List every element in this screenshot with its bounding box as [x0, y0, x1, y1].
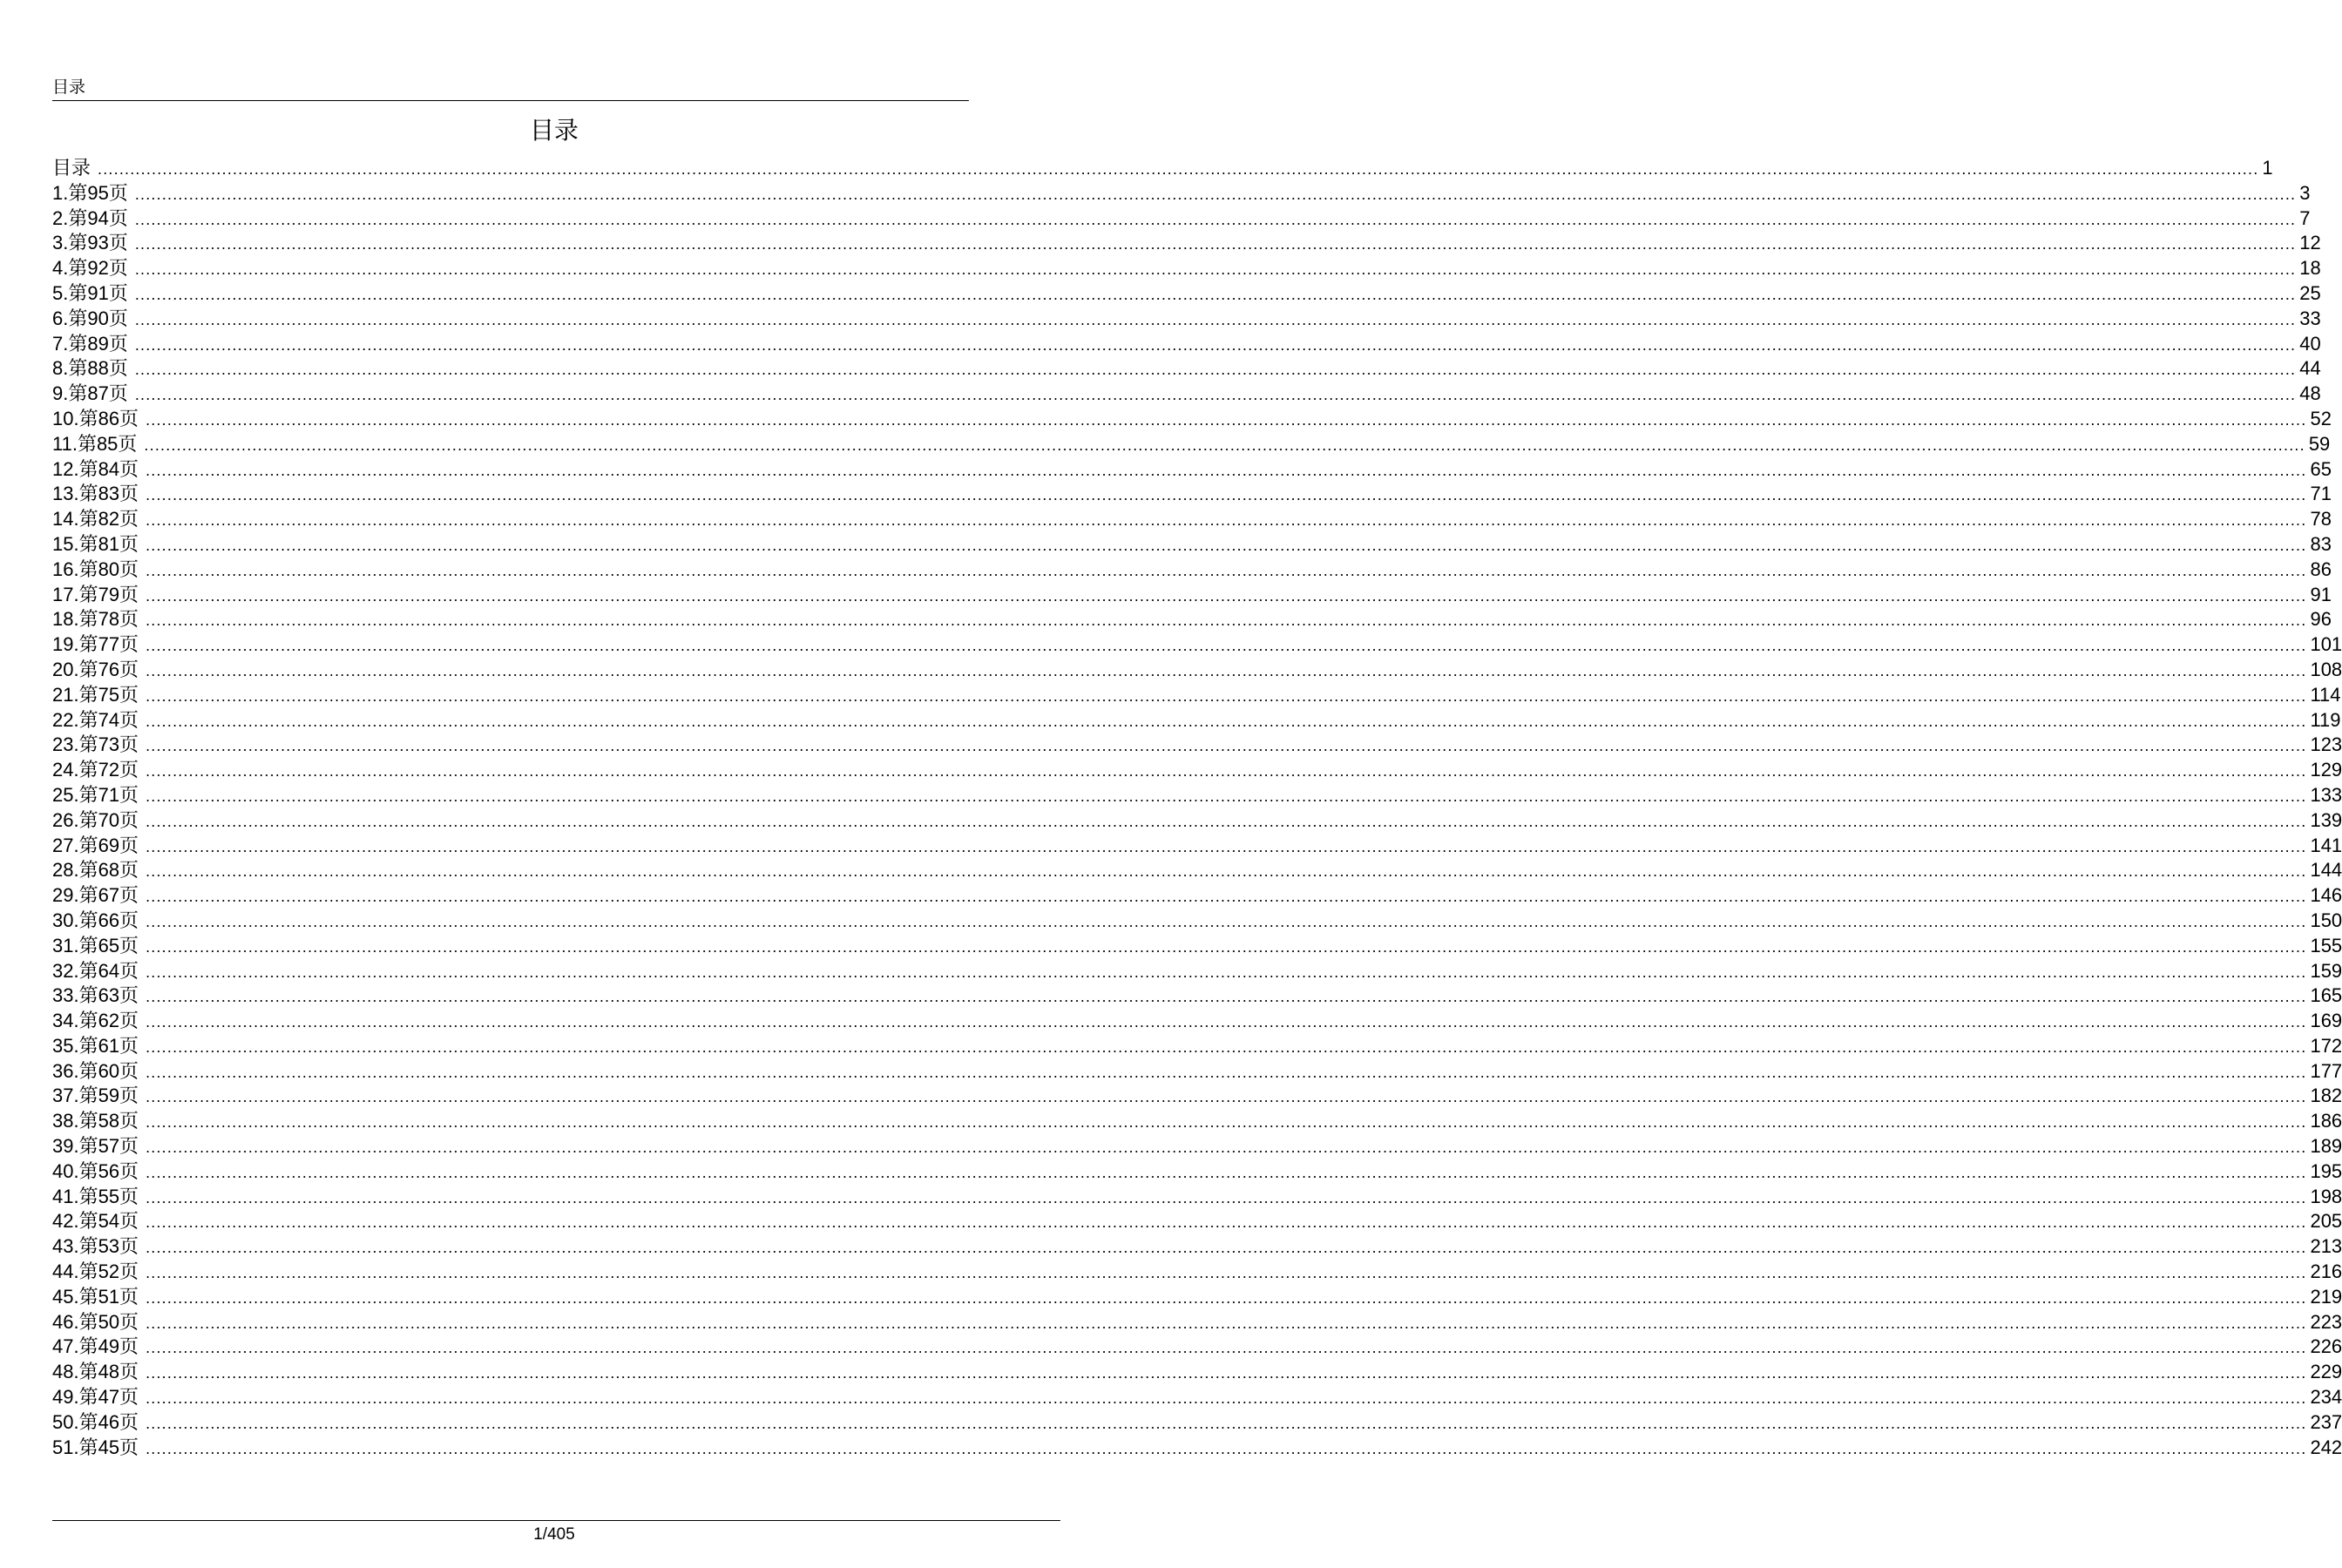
- toc-entry-label[interactable]: 26.第70页: [52, 808, 139, 831]
- toc-entry-page-number: 52: [2310, 407, 2332, 429]
- toc-dot-leader: ................................................................................................................................................................................................................................................................................................................................................................................................................: [146, 561, 2307, 579]
- toc-entry-label[interactable]: 31.第65页: [52, 934, 139, 956]
- toc-entry-page-number: 226: [2310, 1335, 2342, 1358]
- toc-entry[interactable]: [52, 883, 2342, 909]
- toc-entry-page-number: 108: [2310, 658, 2342, 680]
- toc-entry-page-number: 18: [2299, 257, 2321, 280]
- toc-entry-page-number: 33: [2299, 307, 2321, 329]
- toc-entry-page-number: 237: [2310, 1410, 2342, 1433]
- toc-entry[interactable]: [52, 507, 2332, 532]
- toc-dot-leader: ................................................................................................................................................................................................................................................................................................................................................................................................................: [134, 235, 2297, 253]
- toc-entry-label[interactable]: 17.第79页: [52, 583, 139, 605]
- toc-entry-label[interactable]: 41.第55页: [52, 1185, 139, 1207]
- toc-entry[interactable]: [52, 532, 2332, 558]
- toc-entry[interactable]: [52, 1209, 2342, 1234]
- toc-dot-leader: ................................................................................................................................................................................................................................................................................................................................................................................................................: [146, 1288, 2307, 1307]
- toc-entry[interactable]: [52, 708, 2341, 733]
- toc-dot-leader: ................................................................................................................................................................................................................................................................................................................................................................................................................: [146, 737, 2307, 755]
- toc-entry-page-number: 133: [2310, 783, 2342, 806]
- toc-entry-page-number: 141: [2310, 834, 2342, 856]
- toc-entry-page-number: 1: [2262, 157, 2273, 179]
- toc-entry[interactable]: [52, 1285, 2342, 1310]
- toc-entry-page-number: 139: [2310, 808, 2342, 831]
- toc-entry-label[interactable]: 28.第68页: [52, 859, 139, 882]
- toc-dot-leader: ................................................................................................................................................................................................................................................................................................................................................................................................................: [146, 812, 2307, 830]
- toc-entry-page-number: 101: [2310, 633, 2342, 656]
- toc-entry-label[interactable]: 32.第64页: [52, 959, 139, 982]
- toc-entry-label[interactable]: 5.第91页: [52, 281, 128, 304]
- toc-entry-page-number: 71: [2310, 483, 2332, 505]
- toc-dot-leader: ................................................................................................................................................................................................................................................................................................................................................................................................................: [146, 1013, 2307, 1031]
- toc-entry-page-number: 78: [2310, 508, 2332, 531]
- toc-dot-leader: ................................................................................................................................................................................................................................................................................................................................................................................................................: [146, 1088, 2307, 1106]
- toc-entry[interactable]: [52, 783, 2342, 808]
- toc-dot-leader: ................................................................................................................................................................................................................................................................................................................................................................................................................: [146, 787, 2307, 805]
- toc-entry-label[interactable]: 15.第81页: [52, 532, 139, 555]
- toc-entry-page-number: 40: [2299, 332, 2321, 355]
- toc-entry[interactable]: [52, 1234, 2342, 1260]
- toc-entry[interactable]: [52, 206, 2311, 232]
- toc-entry-page-number: 229: [2310, 1361, 2342, 1383]
- toc-entry[interactable]: [52, 281, 2321, 307]
- toc-entry[interactable]: [52, 1410, 2342, 1436]
- toc-entry-label[interactable]: 1.第95页: [52, 181, 128, 204]
- toc-dot-leader: ................................................................................................................................................................................................................................................................................................................................................................................................................: [146, 1339, 2307, 1357]
- toc-dot-leader: ................................................................................................................................................................................................................................................................................................................................................................................................................: [146, 1213, 2307, 1232]
- toc-entry-label[interactable]: 19.第77页: [52, 633, 139, 656]
- toc-entry[interactable]: [52, 808, 2342, 834]
- toc-entry-label[interactable]: 24.第72页: [52, 759, 139, 781]
- toc-entry-page-number: 216: [2310, 1260, 2342, 1283]
- toc-entry-label[interactable]: 42.第54页: [52, 1210, 139, 1233]
- toc-dot-leader: ................................................................................................................................................................................................................................................................................................................................................................................................................: [134, 260, 2297, 279]
- toc-dot-leader: ................................................................................................................................................................................................................................................................................................................................................................................................................: [146, 1439, 2307, 1457]
- toc-entry[interactable]: [52, 959, 2342, 984]
- toc-dot-leader: ................................................................................................................................................................................................................................................................................................................................................................................................................: [146, 661, 2307, 679]
- toc-entry-label[interactable]: 44.第52页: [52, 1260, 139, 1283]
- toc-dot-leader: ................................................................................................................................................................................................................................................................................................................................................................................................................: [146, 1239, 2307, 1257]
- toc-entry-label[interactable]: 23.第73页: [52, 733, 139, 756]
- toc-entry[interactable]: [52, 1009, 2342, 1034]
- toc-dot-leader: ................................................................................................................................................................................................................................................................................................................................................................................................................: [146, 686, 2307, 705]
- toc-dot-leader: ................................................................................................................................................................................................................................................................................................................................................................................................................: [146, 963, 2307, 981]
- toc-entry-page-number: 65: [2310, 457, 2332, 480]
- toc-entry-page-number: 219: [2310, 1285, 2342, 1308]
- page-title: 目录: [529, 116, 579, 145]
- toc-entry[interactable]: [52, 733, 2342, 758]
- toc-entry-page-number: 150: [2310, 909, 2342, 931]
- toc-dot-leader: ................................................................................................................................................................................................................................................................................................................................................................................................................: [146, 1188, 2307, 1206]
- toc-entry-label[interactable]: 51.第45页: [52, 1436, 139, 1458]
- toc-entry-label[interactable]: 34.第62页: [52, 1010, 139, 1032]
- toc-entry[interactable]: [52, 482, 2332, 507]
- toc-entry[interactable]: [52, 1260, 2342, 1285]
- toc-dot-leader: ................................................................................................................................................................................................................................................................................................................................................................................................................: [146, 1139, 2307, 1157]
- toc-dot-leader: ................................................................................................................................................................................................................................................................................................................................................................................................................: [146, 1113, 2307, 1132]
- toc-entry[interactable]: [52, 658, 2342, 683]
- toc-entry-label[interactable]: 16.第80页: [52, 558, 139, 580]
- toc-entry[interactable]: [52, 1360, 2342, 1385]
- toc-entry-page-number: 165: [2310, 984, 2342, 1007]
- toc-entry[interactable]: [52, 1335, 2342, 1360]
- table-of-contents: [52, 156, 2342, 1460]
- toc-dot-leader: ................................................................................................................................................................................................................................................................................................................................................................................................................: [134, 210, 2297, 228]
- toc-entry-page-number: 119: [2310, 708, 2341, 731]
- toc-entry[interactable]: [52, 356, 2321, 382]
- toc-entry-label[interactable]: 38.第58页: [52, 1110, 139, 1132]
- toc-entry[interactable]: [52, 558, 2332, 583]
- toc-entry-label[interactable]: 27.第69页: [52, 834, 139, 856]
- toc-entry[interactable]: [52, 181, 2311, 206]
- toc-entry-page-number: 182: [2310, 1085, 2342, 1107]
- toc-entry-label[interactable]: 47.第49页: [52, 1335, 139, 1358]
- toc-entry-page-number: 44: [2299, 357, 2321, 380]
- toc-entry-label[interactable]: 37.第59页: [52, 1085, 139, 1107]
- toc-dot-leader: ................................................................................................................................................................................................................................................................................................................................................................................................................: [144, 436, 2305, 454]
- toc-entry-label[interactable]: 12.第84页: [52, 457, 139, 480]
- toc-entry[interactable]: [52, 307, 2321, 332]
- toc-entry-page-number: 91: [2310, 583, 2332, 605]
- toc-entry[interactable]: [52, 632, 2342, 658]
- toc-entry-label[interactable]: 4.第92页: [52, 257, 128, 280]
- toc-entry-label[interactable]: 50.第46页: [52, 1410, 139, 1433]
- toc-entry-page-number: 159: [2310, 959, 2342, 982]
- toc-entry-page-number: 177: [2310, 1059, 2342, 1082]
- footer-divider: [52, 1520, 1060, 1521]
- toc-dot-leader: ................................................................................................................................................................................................................................................................................................................................................................................................................: [134, 310, 2297, 328]
- toc-dot-leader: ................................................................................................................................................................................................................................................................................................................................................................................................................: [134, 185, 2297, 203]
- toc-dot-leader: ................................................................................................................................................................................................................................................................................................................................................................................................................: [146, 637, 2307, 655]
- toc-entry-page-number: 123: [2310, 733, 2342, 756]
- toc-entry-label[interactable]: 21.第75页: [52, 683, 139, 706]
- toc-entry[interactable]: [52, 1134, 2342, 1159]
- toc-entry[interactable]: [52, 934, 2342, 959]
- toc-dot-leader: ................................................................................................................................................................................................................................................................................................................................................................................................................: [146, 1037, 2307, 1056]
- toc-entry-label[interactable]: 39.第57页: [52, 1135, 139, 1158]
- page-number: 1/405: [533, 1525, 575, 1544]
- toc-entry-label[interactable]: 40.第56页: [52, 1159, 139, 1182]
- toc-entry-label[interactable]: 20.第76页: [52, 658, 139, 680]
- toc-dot-leader: ................................................................................................................................................................................................................................................................................................................................................................................................................: [146, 762, 2307, 781]
- toc-entry-page-number: 114: [2310, 683, 2341, 706]
- toc-entry-label[interactable]: 18.第78页: [52, 608, 139, 631]
- toc-entry[interactable]: [52, 1109, 2342, 1134]
- toc-dot-leader: ................................................................................................................................................................................................................................................................................................................................................................................................................: [146, 888, 2307, 906]
- toc-entry[interactable]: [52, 1034, 2342, 1059]
- toc-dot-leader: ................................................................................................................................................................................................................................................................................................................................................................................................................: [134, 361, 2297, 379]
- toc-entry-page-number: 242: [2310, 1436, 2342, 1458]
- toc-entry[interactable]: [52, 607, 2332, 632]
- toc-entry[interactable]: [52, 834, 2342, 859]
- toc-entry-page-number: 129: [2310, 759, 2342, 781]
- toc-entry[interactable]: [52, 583, 2332, 608]
- toc-dot-leader: ................................................................................................................................................................................................................................................................................................................................................................................................................: [146, 612, 2307, 630]
- toc-dot-leader: ................................................................................................................................................................................................................................................................................................................................................................................................................: [146, 912, 2307, 930]
- toc-entry-page-number: 234: [2310, 1386, 2342, 1409]
- toc-dot-leader: ................................................................................................................................................................................................................................................................................................................................................................................................................: [146, 988, 2307, 1006]
- toc-entry-label[interactable]: 3.第93页: [52, 232, 128, 254]
- toc-entry[interactable]: [52, 1385, 2342, 1410]
- toc-entry[interactable]: [52, 683, 2341, 708]
- toc-entry-label[interactable]: 49.第47页: [52, 1386, 139, 1409]
- toc-entry-page-number: 195: [2310, 1159, 2342, 1182]
- toc-entry[interactable]: [52, 858, 2342, 883]
- toc-entry-label[interactable]: 7.第89页: [52, 332, 128, 355]
- toc-entry[interactable]: [52, 1059, 2342, 1085]
- toc-entry[interactable]: [52, 1185, 2342, 1210]
- toc-entry-label[interactable]: 29.第67页: [52, 884, 139, 907]
- toc-dot-leader: ................................................................................................................................................................................................................................................................................................................................................................................................................: [146, 862, 2307, 881]
- toc-entry-page-number: 172: [2310, 1034, 2342, 1057]
- toc-entry[interactable]: [52, 1159, 2342, 1185]
- toc-entry-label[interactable]: 43.第53页: [52, 1235, 139, 1258]
- toc-entry[interactable]: [52, 758, 2342, 783]
- toc-dot-leader: ................................................................................................................................................................................................................................................................................................................................................................................................................: [146, 1314, 2307, 1332]
- toc-entry-page-number: 96: [2310, 608, 2332, 631]
- toc-entry-page-number: 155: [2310, 934, 2342, 956]
- toc-dot-leader: ................................................................................................................................................................................................................................................................................................................................................................................................................: [134, 386, 2297, 404]
- toc-dot-leader: ................................................................................................................................................................................................................................................................................................................................................................................................................: [134, 285, 2297, 303]
- toc-dot-leader: ................................................................................................................................................................................................................................................................................................................................................................................................................: [146, 1063, 2307, 1081]
- toc-dot-leader: ................................................................................................................................................................................................................................................................................................................................................................................................................: [146, 536, 2307, 554]
- toc-entry-page-number: 169: [2310, 1010, 2342, 1032]
- toc-entry-page-number: 198: [2310, 1185, 2342, 1207]
- toc-entry-label[interactable]: 10.第86页: [52, 407, 139, 429]
- toc-dot-leader: ................................................................................................................................................................................................................................................................................................................................................................................................................: [98, 160, 2259, 178]
- toc-entry[interactable]: [52, 983, 2342, 1009]
- toc-entry[interactable]: [52, 1310, 2342, 1335]
- toc-entry-page-number: 186: [2310, 1110, 2342, 1132]
- toc-entry-label[interactable]: 8.第88页: [52, 357, 128, 380]
- toc-entry[interactable]: [52, 457, 2332, 483]
- toc-entry-page-number: 25: [2299, 281, 2321, 304]
- toc-dot-leader: ................................................................................................................................................................................................................................................................................................................................................................................................................: [146, 712, 2307, 730]
- toc-entry-label[interactable]: 45.第51页: [52, 1285, 139, 1308]
- toc-entry-label[interactable]: 13.第83页: [52, 483, 139, 505]
- toc-entry[interactable]: [52, 1084, 2342, 1109]
- toc-entry-label[interactable]: 30.第66页: [52, 909, 139, 931]
- toc-entry-page-number: 3: [2299, 181, 2311, 204]
- toc-dot-leader: ................................................................................................................................................................................................................................................................................................................................................................................................................: [146, 937, 2307, 956]
- toc-dot-leader: ................................................................................................................................................................................................................................................................................................................................................................................................................: [146, 586, 2307, 605]
- toc-dot-leader: ................................................................................................................................................................................................................................................................................................................................................................................................................: [146, 461, 2307, 479]
- toc-entry-page-number: 144: [2310, 859, 2342, 882]
- toc-dot-leader: ................................................................................................................................................................................................................................................................................................................................................................................................................: [146, 410, 2307, 429]
- toc-entry-label[interactable]: 目录: [52, 157, 91, 179]
- toc-entry[interactable]: [52, 382, 2321, 407]
- toc-entry-page-number: 213: [2310, 1235, 2342, 1258]
- running-header: 目录: [52, 77, 969, 101]
- toc-dot-leader: ................................................................................................................................................................................................................................................................................................................................................................................................................: [146, 837, 2307, 855]
- toc-entry-label[interactable]: 35.第61页: [52, 1034, 139, 1057]
- toc-entry-label[interactable]: 46.第50页: [52, 1310, 139, 1333]
- toc-dot-leader: ................................................................................................................................................................................................................................................................................................................................................................................................................: [146, 486, 2307, 504]
- toc-entry-page-number: 83: [2310, 532, 2332, 555]
- toc-entry-label[interactable]: 6.第90页: [52, 307, 128, 329]
- toc-entry-label[interactable]: 14.第82页: [52, 508, 139, 531]
- toc-entry[interactable]: [52, 432, 2331, 457]
- toc-entry-page-number: 189: [2310, 1135, 2342, 1158]
- toc-entry[interactable]: [52, 909, 2342, 934]
- toc-dot-leader: ................................................................................................................................................................................................................................................................................................................................................................................................................: [146, 1414, 2307, 1432]
- toc-dot-leader: ................................................................................................................................................................................................................................................................................................................................................................................................................: [146, 511, 2307, 530]
- toc-entry[interactable]: [52, 156, 2273, 181]
- toc-entry-page-number: 205: [2310, 1210, 2342, 1233]
- toc-dot-leader: ................................................................................................................................................................................................................................................................................................................................................................................................................: [134, 335, 2297, 354]
- toc-entry-label[interactable]: 2.第94页: [52, 206, 128, 229]
- toc-entry-label[interactable]: 33.第63页: [52, 984, 139, 1007]
- toc-entry-label[interactable]: 11.第85页: [52, 432, 138, 455]
- toc-entry[interactable]: [52, 1436, 2342, 1461]
- toc-entry-page-number: 7: [2299, 206, 2311, 229]
- toc-entry[interactable]: [52, 407, 2332, 432]
- toc-dot-leader: ................................................................................................................................................................................................................................................................................................................................................................................................................: [146, 1264, 2307, 1282]
- toc-entry[interactable]: [52, 332, 2321, 357]
- toc-entry[interactable]: [52, 231, 2321, 256]
- toc-dot-leader: ................................................................................................................................................................................................................................................................................................................................................................................................................: [146, 1389, 2307, 1408]
- toc-entry[interactable]: [52, 256, 2321, 281]
- toc-entry-page-number: 48: [2299, 382, 2321, 405]
- toc-entry-label[interactable]: 48.第48页: [52, 1361, 139, 1383]
- toc-entry-page-number: 146: [2310, 884, 2342, 907]
- toc-entry-page-number: 12: [2299, 232, 2321, 254]
- toc-dot-leader: ................................................................................................................................................................................................................................................................................................................................................................................................................: [146, 1364, 2307, 1382]
- toc-entry-label[interactable]: 36.第60页: [52, 1059, 139, 1082]
- toc-entry-page-number: 86: [2310, 558, 2332, 580]
- toc-entry-page-number: 223: [2310, 1310, 2342, 1333]
- toc-dot-leader: ................................................................................................................................................................................................................................................................................................................................................................................................................: [146, 1163, 2307, 1181]
- toc-entry-page-number: 59: [2308, 432, 2331, 455]
- toc-entry-label[interactable]: 9.第87页: [52, 382, 128, 405]
- toc-entry-label[interactable]: 25.第71页: [52, 783, 139, 806]
- toc-entry-label[interactable]: 22.第74页: [52, 708, 139, 731]
